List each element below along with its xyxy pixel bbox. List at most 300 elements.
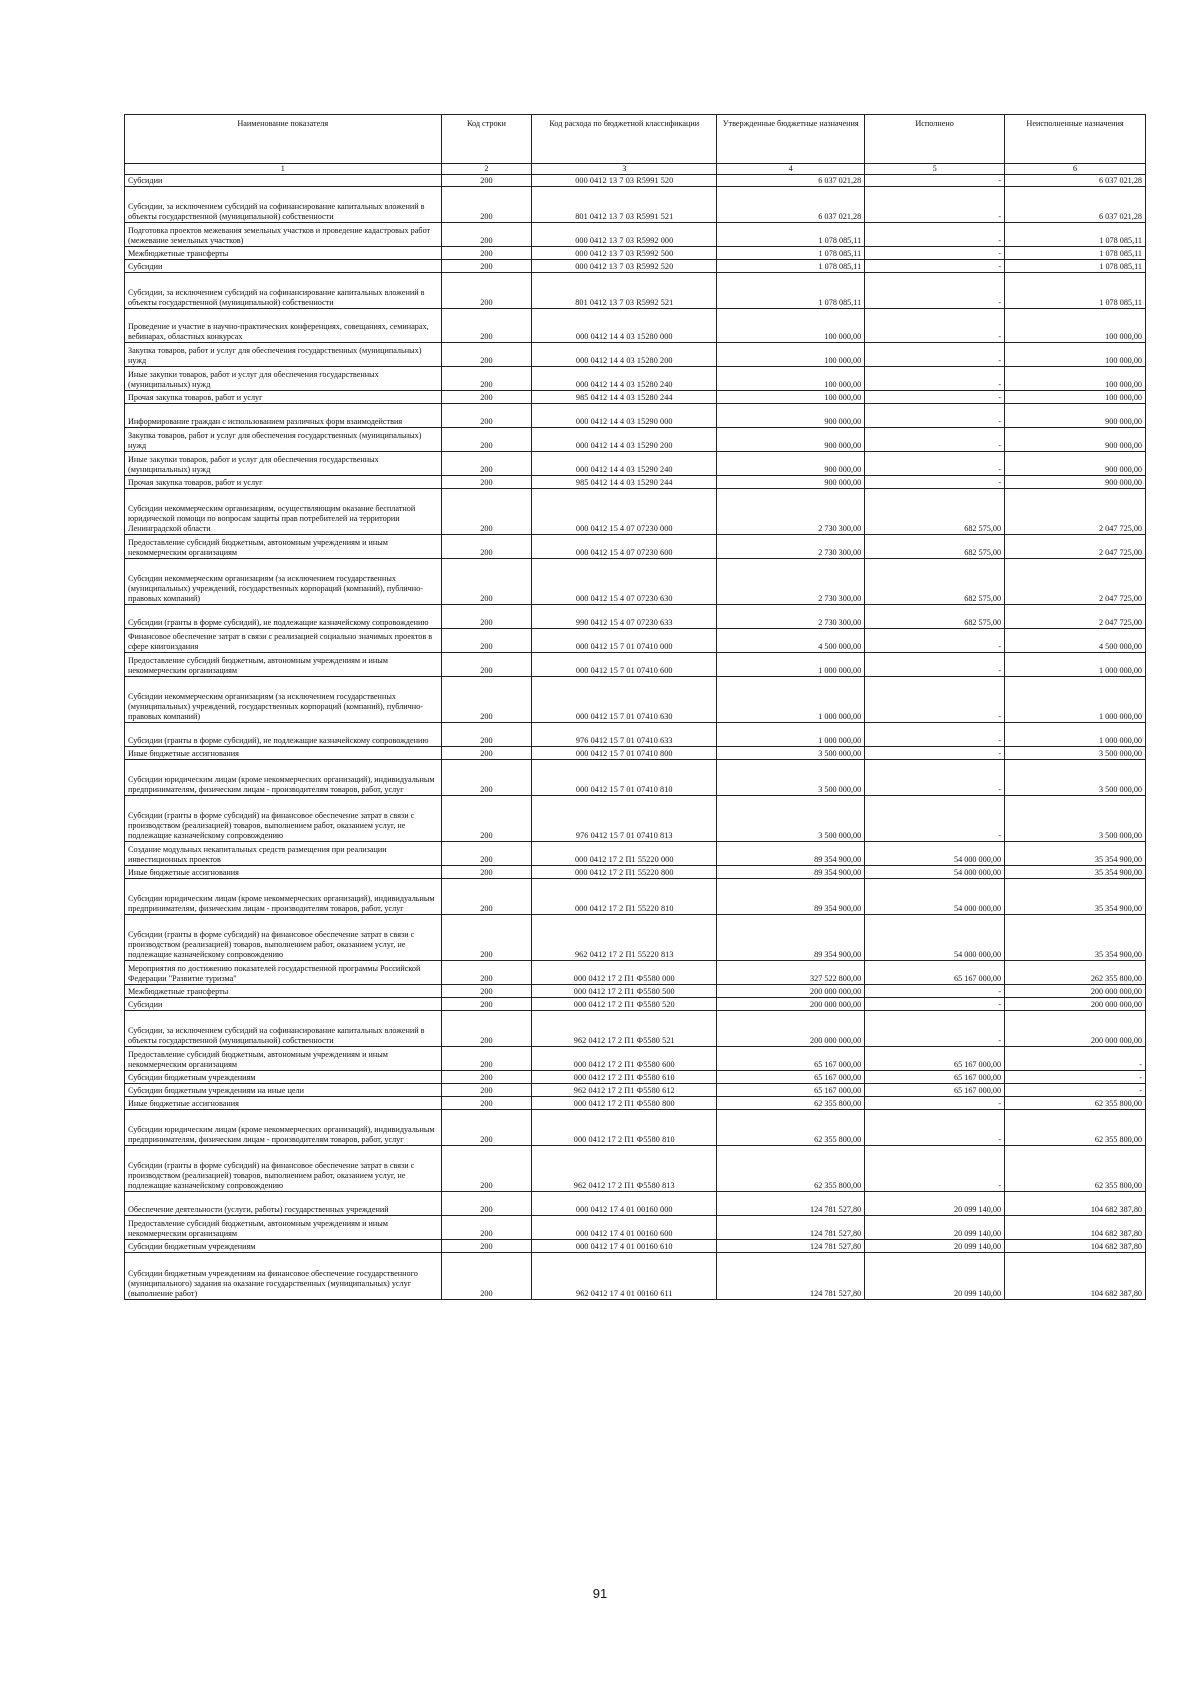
row-executed-cell: 682 575,00 bbox=[865, 605, 1005, 629]
row-executed-cell: - bbox=[865, 223, 1005, 247]
row-approved-cell: 1 078 085,11 bbox=[717, 223, 865, 247]
row-kbk-cell: 976 0412 15 7 01 07410 813 bbox=[532, 796, 717, 842]
row-executed-cell: 54 000 000,00 bbox=[865, 915, 1005, 961]
col-number: 4 bbox=[717, 164, 865, 175]
row-name-cell: Мероприятия по достижению показателей государственной программы Российской Федерации "Развитие туризма" bbox=[125, 961, 442, 985]
row-kbk-cell: 000 0412 15 7 01 07410 630 bbox=[532, 677, 717, 723]
row-name-cell: Иные закупки товаров, работ и услуг для обеспечения государственных (муниципальных) нужд bbox=[125, 367, 442, 391]
row-kbk-cell: 976 0412 15 7 01 07410 633 bbox=[532, 723, 717, 747]
table-row bbox=[125, 260, 1146, 273]
table-row bbox=[125, 223, 1146, 247]
row-code-cell: 200 bbox=[441, 985, 532, 998]
row-approved-cell: 89 354 900,00 bbox=[717, 879, 865, 915]
row-code-cell: 200 bbox=[441, 760, 532, 796]
row-approved-cell: 1 000 000,00 bbox=[717, 723, 865, 747]
row-name-cell: Информирование граждан с использованием различных форм взаимодействия bbox=[125, 404, 442, 428]
row-name-cell: Субсидии, за исключением субсидий на софинансирование капитальных вложений в объекты государственной (муниципальной) собственности bbox=[125, 187, 442, 223]
table-row bbox=[125, 391, 1146, 404]
row-kbk-cell: 000 0412 15 7 01 07410 810 bbox=[532, 760, 717, 796]
row-code-cell: 200 bbox=[441, 452, 532, 476]
table-row bbox=[125, 866, 1146, 879]
row-code-cell: 200 bbox=[441, 476, 532, 489]
row-name-cell: Субсидии (гранты в форме субсидий) на финансовое обеспечение затрат в связи с производством (реализацией) товаров, выполнением работ, оказанием услуг, не подлежащие казначейскому сопровождению bbox=[125, 796, 442, 842]
row-code-cell: 200 bbox=[441, 1216, 532, 1240]
row-executed-cell: - bbox=[865, 452, 1005, 476]
row-kbk-cell: 000 0412 17 4 01 00160 600 bbox=[532, 1216, 717, 1240]
row-remaining-cell: 100 000,00 bbox=[1005, 391, 1146, 404]
row-code-cell: 200 bbox=[441, 915, 532, 961]
row-code-cell: 200 bbox=[441, 175, 532, 187]
row-remaining-cell: 200 000 000,00 bbox=[1005, 1011, 1146, 1047]
row-name-cell: Субсидии юридическим лицам (кроме некоммерческих организаций), индивидуальным предпринимателям, физическим лицам - производителям товаров, работ, услуг bbox=[125, 760, 442, 796]
row-remaining-cell: 1 078 085,11 bbox=[1005, 247, 1146, 260]
row-approved-cell: 200 000 000,00 bbox=[717, 985, 865, 998]
row-remaining-cell: 1 000 000,00 bbox=[1005, 677, 1146, 723]
row-remaining-cell: 3 500 000,00 bbox=[1005, 747, 1146, 760]
row-kbk-cell: 962 0412 17 2 П1 Ф5580 813 bbox=[532, 1146, 717, 1192]
row-remaining-cell: 900 000,00 bbox=[1005, 404, 1146, 428]
row-approved-cell: 89 354 900,00 bbox=[717, 842, 865, 866]
row-code-cell: 200 bbox=[441, 1071, 532, 1084]
row-approved-cell: 65 167 000,00 bbox=[717, 1071, 865, 1084]
row-kbk-cell: 962 0412 17 2 П1 Ф5580 612 bbox=[532, 1084, 717, 1097]
row-executed-cell: - bbox=[865, 653, 1005, 677]
row-kbk-cell: 000 0412 17 4 01 00160 610 bbox=[532, 1240, 717, 1253]
row-code-cell: 200 bbox=[441, 187, 532, 223]
row-code-cell: 200 bbox=[441, 998, 532, 1011]
table-row bbox=[125, 723, 1146, 747]
row-remaining-cell: 2 047 725,00 bbox=[1005, 535, 1146, 559]
table-row bbox=[125, 1253, 1146, 1300]
row-approved-cell: 3 500 000,00 bbox=[717, 796, 865, 842]
row-remaining-cell: 6 037 021,28 bbox=[1005, 187, 1146, 223]
row-approved-cell: 6 037 021,28 bbox=[717, 187, 865, 223]
row-name-cell: Субсидии (гранты в форме субсидий) на финансовое обеспечение затрат в связи с производством (реализацией) товаров, выполнением работ, оказанием услуг, не подлежащие казначейскому сопровождению bbox=[125, 1146, 442, 1192]
row-name-cell: Обеспечение деятельности (услуги, работы) государственных учреждений bbox=[125, 1192, 442, 1216]
row-name-cell: Субсидии (гранты в форме субсидий), не подлежащие казначейскому сопровождению bbox=[125, 605, 442, 629]
table-row bbox=[125, 1146, 1146, 1192]
row-approved-cell: 100 000,00 bbox=[717, 367, 865, 391]
row-executed-cell: - bbox=[865, 1011, 1005, 1047]
row-name-cell: Иные бюджетные ассигнования bbox=[125, 866, 442, 879]
table-row bbox=[125, 760, 1146, 796]
budget-execution-table bbox=[124, 114, 1146, 1300]
row-remaining-cell: 2 047 725,00 bbox=[1005, 559, 1146, 605]
table-row bbox=[125, 1071, 1146, 1084]
row-executed-cell: 20 099 140,00 bbox=[865, 1253, 1005, 1300]
row-code-cell: 200 bbox=[441, 559, 532, 605]
row-remaining-cell: 900 000,00 bbox=[1005, 428, 1146, 452]
table-row bbox=[125, 842, 1146, 866]
row-kbk-cell: 990 0412 15 4 07 07230 633 bbox=[532, 605, 717, 629]
row-kbk-cell: 000 0412 17 2 П1 Ф5580 520 bbox=[532, 998, 717, 1011]
row-name-cell: Предоставление субсидий бюджетным, автономным учреждениям и иным некоммерческим организациям bbox=[125, 1047, 442, 1071]
row-code-cell: 200 bbox=[441, 1110, 532, 1146]
row-name-cell: Субсидии юридическим лицам (кроме некоммерческих организаций), индивидуальным предпринимателям, физическим лицам - производителям товаров, работ, услуг bbox=[125, 1110, 442, 1146]
row-approved-cell: 3 500 000,00 bbox=[717, 747, 865, 760]
row-name-cell: Проведение и участие в научно-практических конференциях, совещаниях, семинарах, вебинарах, областных конкурсах bbox=[125, 309, 442, 343]
row-executed-cell: - bbox=[865, 428, 1005, 452]
row-remaining-cell: 100 000,00 bbox=[1005, 309, 1146, 343]
row-executed-cell: 20 099 140,00 bbox=[865, 1240, 1005, 1253]
row-code-cell: 200 bbox=[441, 428, 532, 452]
row-executed-cell: - bbox=[865, 404, 1005, 428]
row-kbk-cell: 000 0412 17 2 П1 Ф5580 000 bbox=[532, 961, 717, 985]
row-approved-cell: 89 354 900,00 bbox=[717, 866, 865, 879]
row-name-cell: Субсидии бюджетным учреждениям bbox=[125, 1071, 442, 1084]
table-row bbox=[125, 985, 1146, 998]
row-name-cell: Субсидии, за исключением субсидий на софинансирование капитальных вложений в объекты государственной (муниципальной) собственности bbox=[125, 273, 442, 309]
table-row bbox=[125, 1192, 1146, 1216]
row-approved-cell: 2 730 300,00 bbox=[717, 535, 865, 559]
row-name-cell: Субсидии bbox=[125, 175, 442, 187]
row-executed-cell: 54 000 000,00 bbox=[865, 842, 1005, 866]
row-name-cell: Субсидии некоммерческим организациям (за исключением государственных (муниципальных) учреждений, государственных корпораций (компаний), публично-правовых компаний) bbox=[125, 559, 442, 605]
row-code-cell: 200 bbox=[441, 879, 532, 915]
row-approved-cell: 124 781 527,80 bbox=[717, 1192, 865, 1216]
row-executed-cell: 54 000 000,00 bbox=[865, 866, 1005, 879]
row-code-cell: 200 bbox=[441, 309, 532, 343]
row-executed-cell: - bbox=[865, 760, 1005, 796]
row-executed-cell: - bbox=[865, 343, 1005, 367]
row-approved-cell: 4 500 000,00 bbox=[717, 629, 865, 653]
row-remaining-cell: 1 078 085,11 bbox=[1005, 273, 1146, 309]
row-remaining-cell: 900 000,00 bbox=[1005, 452, 1146, 476]
row-code-cell: 200 bbox=[441, 247, 532, 260]
row-approved-cell: 100 000,00 bbox=[717, 309, 865, 343]
row-kbk-cell: 000 0412 13 7 03 R5992 520 bbox=[532, 260, 717, 273]
row-kbk-cell: 000 0412 13 7 03 R5992 500 bbox=[532, 247, 717, 260]
row-name-cell: Субсидии bbox=[125, 998, 442, 1011]
table-row bbox=[125, 175, 1146, 187]
table-row bbox=[125, 404, 1146, 428]
row-code-cell: 200 bbox=[441, 796, 532, 842]
row-remaining-cell: 200 000 000,00 bbox=[1005, 998, 1146, 1011]
row-remaining-cell: 100 000,00 bbox=[1005, 367, 1146, 391]
row-executed-cell: - bbox=[865, 629, 1005, 653]
row-kbk-cell: 000 0412 14 4 03 15290 200 bbox=[532, 428, 717, 452]
table-body bbox=[125, 175, 1146, 1300]
row-kbk-cell: 000 0412 17 2 П1 Ф5580 610 bbox=[532, 1071, 717, 1084]
row-executed-cell: 682 575,00 bbox=[865, 489, 1005, 535]
page-number: 91 bbox=[592, 1586, 608, 1601]
row-name-cell: Предоставление субсидий бюджетным, автономным учреждениям и иным некоммерческим организациям bbox=[125, 1216, 442, 1240]
row-approved-cell: 62 355 800,00 bbox=[717, 1146, 865, 1192]
table-row bbox=[125, 1084, 1146, 1097]
row-remaining-cell: 1 078 085,11 bbox=[1005, 223, 1146, 247]
row-approved-cell: 100 000,00 bbox=[717, 391, 865, 404]
table-row bbox=[125, 489, 1146, 535]
row-name-cell: Закупка товаров, работ и услуг для обеспечения государственных (муниципальных) нужд bbox=[125, 428, 442, 452]
row-kbk-cell: 000 0412 14 4 03 15280 200 bbox=[532, 343, 717, 367]
row-executed-cell: 682 575,00 bbox=[865, 559, 1005, 605]
row-approved-cell: 62 355 800,00 bbox=[717, 1110, 865, 1146]
row-remaining-cell: 3 500 000,00 bbox=[1005, 796, 1146, 842]
row-code-cell: 200 bbox=[441, 605, 532, 629]
row-approved-cell: 327 522 800,00 bbox=[717, 961, 865, 985]
row-code-cell: 200 bbox=[441, 723, 532, 747]
row-approved-cell: 100 000,00 bbox=[717, 343, 865, 367]
row-code-cell: 200 bbox=[441, 1240, 532, 1253]
row-name-cell: Иные закупки товаров, работ и услуг для обеспечения государственных (муниципальных) нужд bbox=[125, 452, 442, 476]
row-approved-cell: 62 355 800,00 bbox=[717, 1097, 865, 1110]
row-approved-cell: 900 000,00 bbox=[717, 428, 865, 452]
table-row bbox=[125, 1047, 1146, 1071]
row-name-cell: Предоставление субсидий бюджетным, автономным учреждениям и иным некоммерческим организациям bbox=[125, 535, 442, 559]
table-row bbox=[125, 187, 1146, 223]
row-remaining-cell: 62 355 800,00 bbox=[1005, 1097, 1146, 1110]
row-code-cell: 200 bbox=[441, 1146, 532, 1192]
row-remaining-cell: 104 682 387,80 bbox=[1005, 1216, 1146, 1240]
row-executed-cell: 65 167 000,00 bbox=[865, 1071, 1005, 1084]
row-approved-cell: 200 000 000,00 bbox=[717, 998, 865, 1011]
row-executed-cell: - bbox=[865, 247, 1005, 260]
row-name-cell: Субсидии юридическим лицам (кроме некоммерческих организаций), индивидуальным предпринимателям, физическим лицам - производителям товаров, работ, услуг bbox=[125, 879, 442, 915]
row-kbk-cell: 000 0412 14 4 03 15280 240 bbox=[532, 367, 717, 391]
row-kbk-cell: 000 0412 13 7 03 R5992 000 bbox=[532, 223, 717, 247]
table-row bbox=[125, 1240, 1146, 1253]
row-executed-cell: - bbox=[865, 175, 1005, 187]
col-header-code: Код строки bbox=[441, 115, 532, 164]
row-approved-cell: 65 167 000,00 bbox=[717, 1047, 865, 1071]
row-approved-cell: 2 730 300,00 bbox=[717, 605, 865, 629]
row-remaining-cell: 35 354 900,00 bbox=[1005, 866, 1146, 879]
table-row bbox=[125, 247, 1146, 260]
column-number-row bbox=[125, 164, 1146, 175]
col-header-kbk: Код расхода по бюджетной классификации bbox=[532, 115, 717, 164]
row-name-cell: Субсидии (гранты в форме субсидий), не подлежащие казначейскому сопровождению bbox=[125, 723, 442, 747]
row-name-cell: Финансовое обеспечение затрат в связи с реализацией социально значимых проектов в сфере книгоиздания bbox=[125, 629, 442, 653]
row-executed-cell: - bbox=[865, 1110, 1005, 1146]
row-executed-cell: - bbox=[865, 723, 1005, 747]
row-executed-cell: - bbox=[865, 260, 1005, 273]
table-row bbox=[125, 1011, 1146, 1047]
row-approved-cell: 1 078 085,11 bbox=[717, 260, 865, 273]
col-header-approved: Утвержденные бюджетные назначения bbox=[717, 115, 865, 164]
row-executed-cell: - bbox=[865, 367, 1005, 391]
row-executed-cell: - bbox=[865, 796, 1005, 842]
row-remaining-cell: 2 047 725,00 bbox=[1005, 489, 1146, 535]
row-remaining-cell: 100 000,00 bbox=[1005, 343, 1146, 367]
row-approved-cell: 1 000 000,00 bbox=[717, 677, 865, 723]
row-kbk-cell: 000 0412 15 7 01 07410 000 bbox=[532, 629, 717, 653]
row-remaining-cell: 104 682 387,80 bbox=[1005, 1240, 1146, 1253]
row-code-cell: 200 bbox=[441, 223, 532, 247]
row-approved-cell: 1 000 000,00 bbox=[717, 653, 865, 677]
row-code-cell: 200 bbox=[441, 404, 532, 428]
row-approved-cell: 124 781 527,80 bbox=[717, 1253, 865, 1300]
row-kbk-cell: 000 0412 15 4 07 07230 630 bbox=[532, 559, 717, 605]
col-number: 5 bbox=[865, 164, 1005, 175]
col-header-executed: Исполнено bbox=[865, 115, 1005, 164]
table-row bbox=[125, 559, 1146, 605]
row-kbk-cell: 985 0412 14 4 03 15290 244 bbox=[532, 476, 717, 489]
row-executed-cell: 20 099 140,00 bbox=[865, 1216, 1005, 1240]
row-kbk-cell: 000 0412 15 4 07 07230 000 bbox=[532, 489, 717, 535]
row-code-cell: 200 bbox=[441, 489, 532, 535]
row-kbk-cell: 000 0412 14 4 03 15280 000 bbox=[532, 309, 717, 343]
row-remaining-cell: 6 037 021,28 bbox=[1005, 175, 1146, 187]
table-row bbox=[125, 476, 1146, 489]
row-code-cell: 200 bbox=[441, 535, 532, 559]
row-remaining-cell: - bbox=[1005, 1071, 1146, 1084]
budget-report-sheet bbox=[124, 114, 1146, 1300]
table-row bbox=[125, 428, 1146, 452]
table-row bbox=[125, 1110, 1146, 1146]
table-row bbox=[125, 1216, 1146, 1240]
row-kbk-cell: 985 0412 14 4 03 15280 244 bbox=[532, 391, 717, 404]
row-executed-cell: - bbox=[865, 985, 1005, 998]
row-name-cell: Подготовка проектов межевания земельных участков и проведение кадастровых работ (межевание земельных участков) bbox=[125, 223, 442, 247]
row-remaining-cell: 900 000,00 bbox=[1005, 476, 1146, 489]
row-code-cell: 200 bbox=[441, 1084, 532, 1097]
row-remaining-cell: - bbox=[1005, 1047, 1146, 1071]
table-row bbox=[125, 998, 1146, 1011]
row-kbk-cell: 000 0412 15 7 01 07410 800 bbox=[532, 747, 717, 760]
row-executed-cell: - bbox=[865, 273, 1005, 309]
row-kbk-cell: 000 0412 17 4 01 00160 000 bbox=[532, 1192, 717, 1216]
row-remaining-cell: 35 354 900,00 bbox=[1005, 879, 1146, 915]
row-approved-cell: 900 000,00 bbox=[717, 404, 865, 428]
col-header-remaining: Неисполненные назначения bbox=[1005, 115, 1146, 164]
row-kbk-cell: 000 0412 15 4 07 07230 600 bbox=[532, 535, 717, 559]
table-row bbox=[125, 677, 1146, 723]
row-code-cell: 200 bbox=[441, 677, 532, 723]
row-kbk-cell: 000 0412 17 2 П1 Ф5580 800 bbox=[532, 1097, 717, 1110]
row-approved-cell: 65 167 000,00 bbox=[717, 1084, 865, 1097]
table-row bbox=[125, 653, 1146, 677]
row-approved-cell: 1 078 085,11 bbox=[717, 273, 865, 309]
header-row bbox=[125, 115, 1146, 164]
row-kbk-cell: 000 0412 13 7 03 R5991 520 bbox=[532, 175, 717, 187]
row-executed-cell: - bbox=[865, 187, 1005, 223]
row-executed-cell: - bbox=[865, 476, 1005, 489]
row-kbk-cell: 000 0412 14 4 03 15290 000 bbox=[532, 404, 717, 428]
table-row bbox=[125, 309, 1146, 343]
row-name-cell: Межбюджетные трансферты bbox=[125, 985, 442, 998]
col-header-name: Наименование показателя bbox=[125, 115, 442, 164]
table-row bbox=[125, 747, 1146, 760]
table-row bbox=[125, 452, 1146, 476]
row-approved-cell: 2 730 300,00 bbox=[717, 489, 865, 535]
row-remaining-cell: 35 354 900,00 bbox=[1005, 915, 1146, 961]
row-remaining-cell: 104 682 387,80 bbox=[1005, 1253, 1146, 1300]
row-remaining-cell: 104 682 387,80 bbox=[1005, 1192, 1146, 1216]
row-kbk-cell: 000 0412 17 2 П1 Ф5580 500 bbox=[532, 985, 717, 998]
row-approved-cell: 900 000,00 bbox=[717, 476, 865, 489]
row-name-cell: Предоставление субсидий бюджетным, автономным учреждениям и иным некоммерческим организациям bbox=[125, 653, 442, 677]
row-kbk-cell: 000 0412 17 2 П1 55220 800 bbox=[532, 866, 717, 879]
row-code-cell: 200 bbox=[441, 1253, 532, 1300]
row-name-cell: Создание модульных некапитальных средств размещения при реализации инвестиционных проектов bbox=[125, 842, 442, 866]
row-code-cell: 200 bbox=[441, 1011, 532, 1047]
row-name-cell: Субсидии бюджетным учреждениям на финансовое обеспечение государственного (муниципального) задания на оказание государственных (муниципальных) услуг (выполнение работ) bbox=[125, 1253, 442, 1300]
row-name-cell: Субсидии бюджетным учреждениям bbox=[125, 1240, 442, 1253]
row-kbk-cell: 962 0412 17 2 П1 55220 813 bbox=[532, 915, 717, 961]
row-remaining-cell: 3 500 000,00 bbox=[1005, 760, 1146, 796]
row-remaining-cell: 1 078 085,11 bbox=[1005, 260, 1146, 273]
row-executed-cell: - bbox=[865, 1097, 1005, 1110]
row-code-cell: 200 bbox=[441, 273, 532, 309]
row-remaining-cell: 62 355 800,00 bbox=[1005, 1110, 1146, 1146]
row-name-cell: Субсидии некоммерческим организациям (за исключением государственных (муниципальных) учреждений, государственных корпораций (компаний), публично-правовых компаний) bbox=[125, 677, 442, 723]
row-kbk-cell: 000 0412 17 2 П1 55220 000 bbox=[532, 842, 717, 866]
table-row bbox=[125, 367, 1146, 391]
row-kbk-cell: 962 0412 17 2 П1 Ф5580 521 bbox=[532, 1011, 717, 1047]
row-name-cell: Субсидии некоммерческим организациям, осуществляющим оказание бесплатной юридической помощи по вопросам защиты прав потребителей на территории Ленинградской области bbox=[125, 489, 442, 535]
row-name-cell: Иные бюджетные ассигнования bbox=[125, 747, 442, 760]
row-approved-cell: 124 781 527,80 bbox=[717, 1240, 865, 1253]
col-number: 6 bbox=[1005, 164, 1146, 175]
row-approved-cell: 900 000,00 bbox=[717, 452, 865, 476]
row-approved-cell: 3 500 000,00 bbox=[717, 760, 865, 796]
row-approved-cell: 124 781 527,80 bbox=[717, 1216, 865, 1240]
row-code-cell: 200 bbox=[441, 1097, 532, 1110]
row-executed-cell: - bbox=[865, 677, 1005, 723]
row-executed-cell: - bbox=[865, 747, 1005, 760]
row-remaining-cell: 1 000 000,00 bbox=[1005, 723, 1146, 747]
table-row bbox=[125, 1097, 1146, 1110]
row-executed-cell: - bbox=[865, 309, 1005, 343]
row-kbk-cell: 801 0412 13 7 03 R5992 521 bbox=[532, 273, 717, 309]
row-kbk-cell: 000 0412 15 7 01 07410 600 bbox=[532, 653, 717, 677]
row-executed-cell: 65 167 000,00 bbox=[865, 1084, 1005, 1097]
row-name-cell: Прочая закупка товаров, работ и услуг bbox=[125, 476, 442, 489]
row-code-cell: 200 bbox=[441, 260, 532, 273]
row-remaining-cell: 62 355 800,00 bbox=[1005, 1146, 1146, 1192]
row-remaining-cell: 200 000 000,00 bbox=[1005, 985, 1146, 998]
col-number: 3 bbox=[532, 164, 717, 175]
row-code-cell: 200 bbox=[441, 747, 532, 760]
row-code-cell: 200 bbox=[441, 343, 532, 367]
row-approved-cell: 2 730 300,00 bbox=[717, 559, 865, 605]
row-remaining-cell: - bbox=[1005, 1084, 1146, 1097]
table-row bbox=[125, 961, 1146, 985]
table-row bbox=[125, 796, 1146, 842]
row-remaining-cell: 35 354 900,00 bbox=[1005, 842, 1146, 866]
row-name-cell: Субсидии bbox=[125, 260, 442, 273]
row-remaining-cell: 2 047 725,00 bbox=[1005, 605, 1146, 629]
row-approved-cell: 6 037 021,28 bbox=[717, 175, 865, 187]
row-remaining-cell: 262 355 800,00 bbox=[1005, 961, 1146, 985]
row-executed-cell: 20 099 140,00 bbox=[865, 1192, 1005, 1216]
table-row bbox=[125, 605, 1146, 629]
row-name-cell: Субсидии, за исключением субсидий на софинансирование капитальных вложений в объекты государственной (муниципальной) собственности bbox=[125, 1011, 442, 1047]
col-number: 1 bbox=[125, 164, 442, 175]
row-kbk-cell: 000 0412 17 2 П1 Ф5580 810 bbox=[532, 1110, 717, 1146]
row-code-cell: 200 bbox=[441, 1192, 532, 1216]
row-code-cell: 200 bbox=[441, 653, 532, 677]
row-name-cell: Субсидии бюджетным учреждениям на иные цели bbox=[125, 1084, 442, 1097]
row-code-cell: 200 bbox=[441, 367, 532, 391]
col-number: 2 bbox=[441, 164, 532, 175]
row-name-cell: Прочая закупка товаров, работ и услуг bbox=[125, 391, 442, 404]
row-code-cell: 200 bbox=[441, 1047, 532, 1071]
row-executed-cell: 65 167 000,00 bbox=[865, 961, 1005, 985]
row-code-cell: 200 bbox=[441, 629, 532, 653]
row-executed-cell: - bbox=[865, 391, 1005, 404]
row-code-cell: 200 bbox=[441, 391, 532, 404]
table-row bbox=[125, 879, 1146, 915]
row-remaining-cell: 4 500 000,00 bbox=[1005, 629, 1146, 653]
row-kbk-cell: 000 0412 17 2 П1 Ф5580 600 bbox=[532, 1047, 717, 1071]
table-row bbox=[125, 273, 1146, 309]
row-remaining-cell: 1 000 000,00 bbox=[1005, 653, 1146, 677]
table-row bbox=[125, 915, 1146, 961]
row-kbk-cell: 801 0412 13 7 03 R5991 521 bbox=[532, 187, 717, 223]
row-kbk-cell: 000 0412 14 4 03 15290 240 bbox=[532, 452, 717, 476]
row-executed-cell: 682 575,00 bbox=[865, 535, 1005, 559]
